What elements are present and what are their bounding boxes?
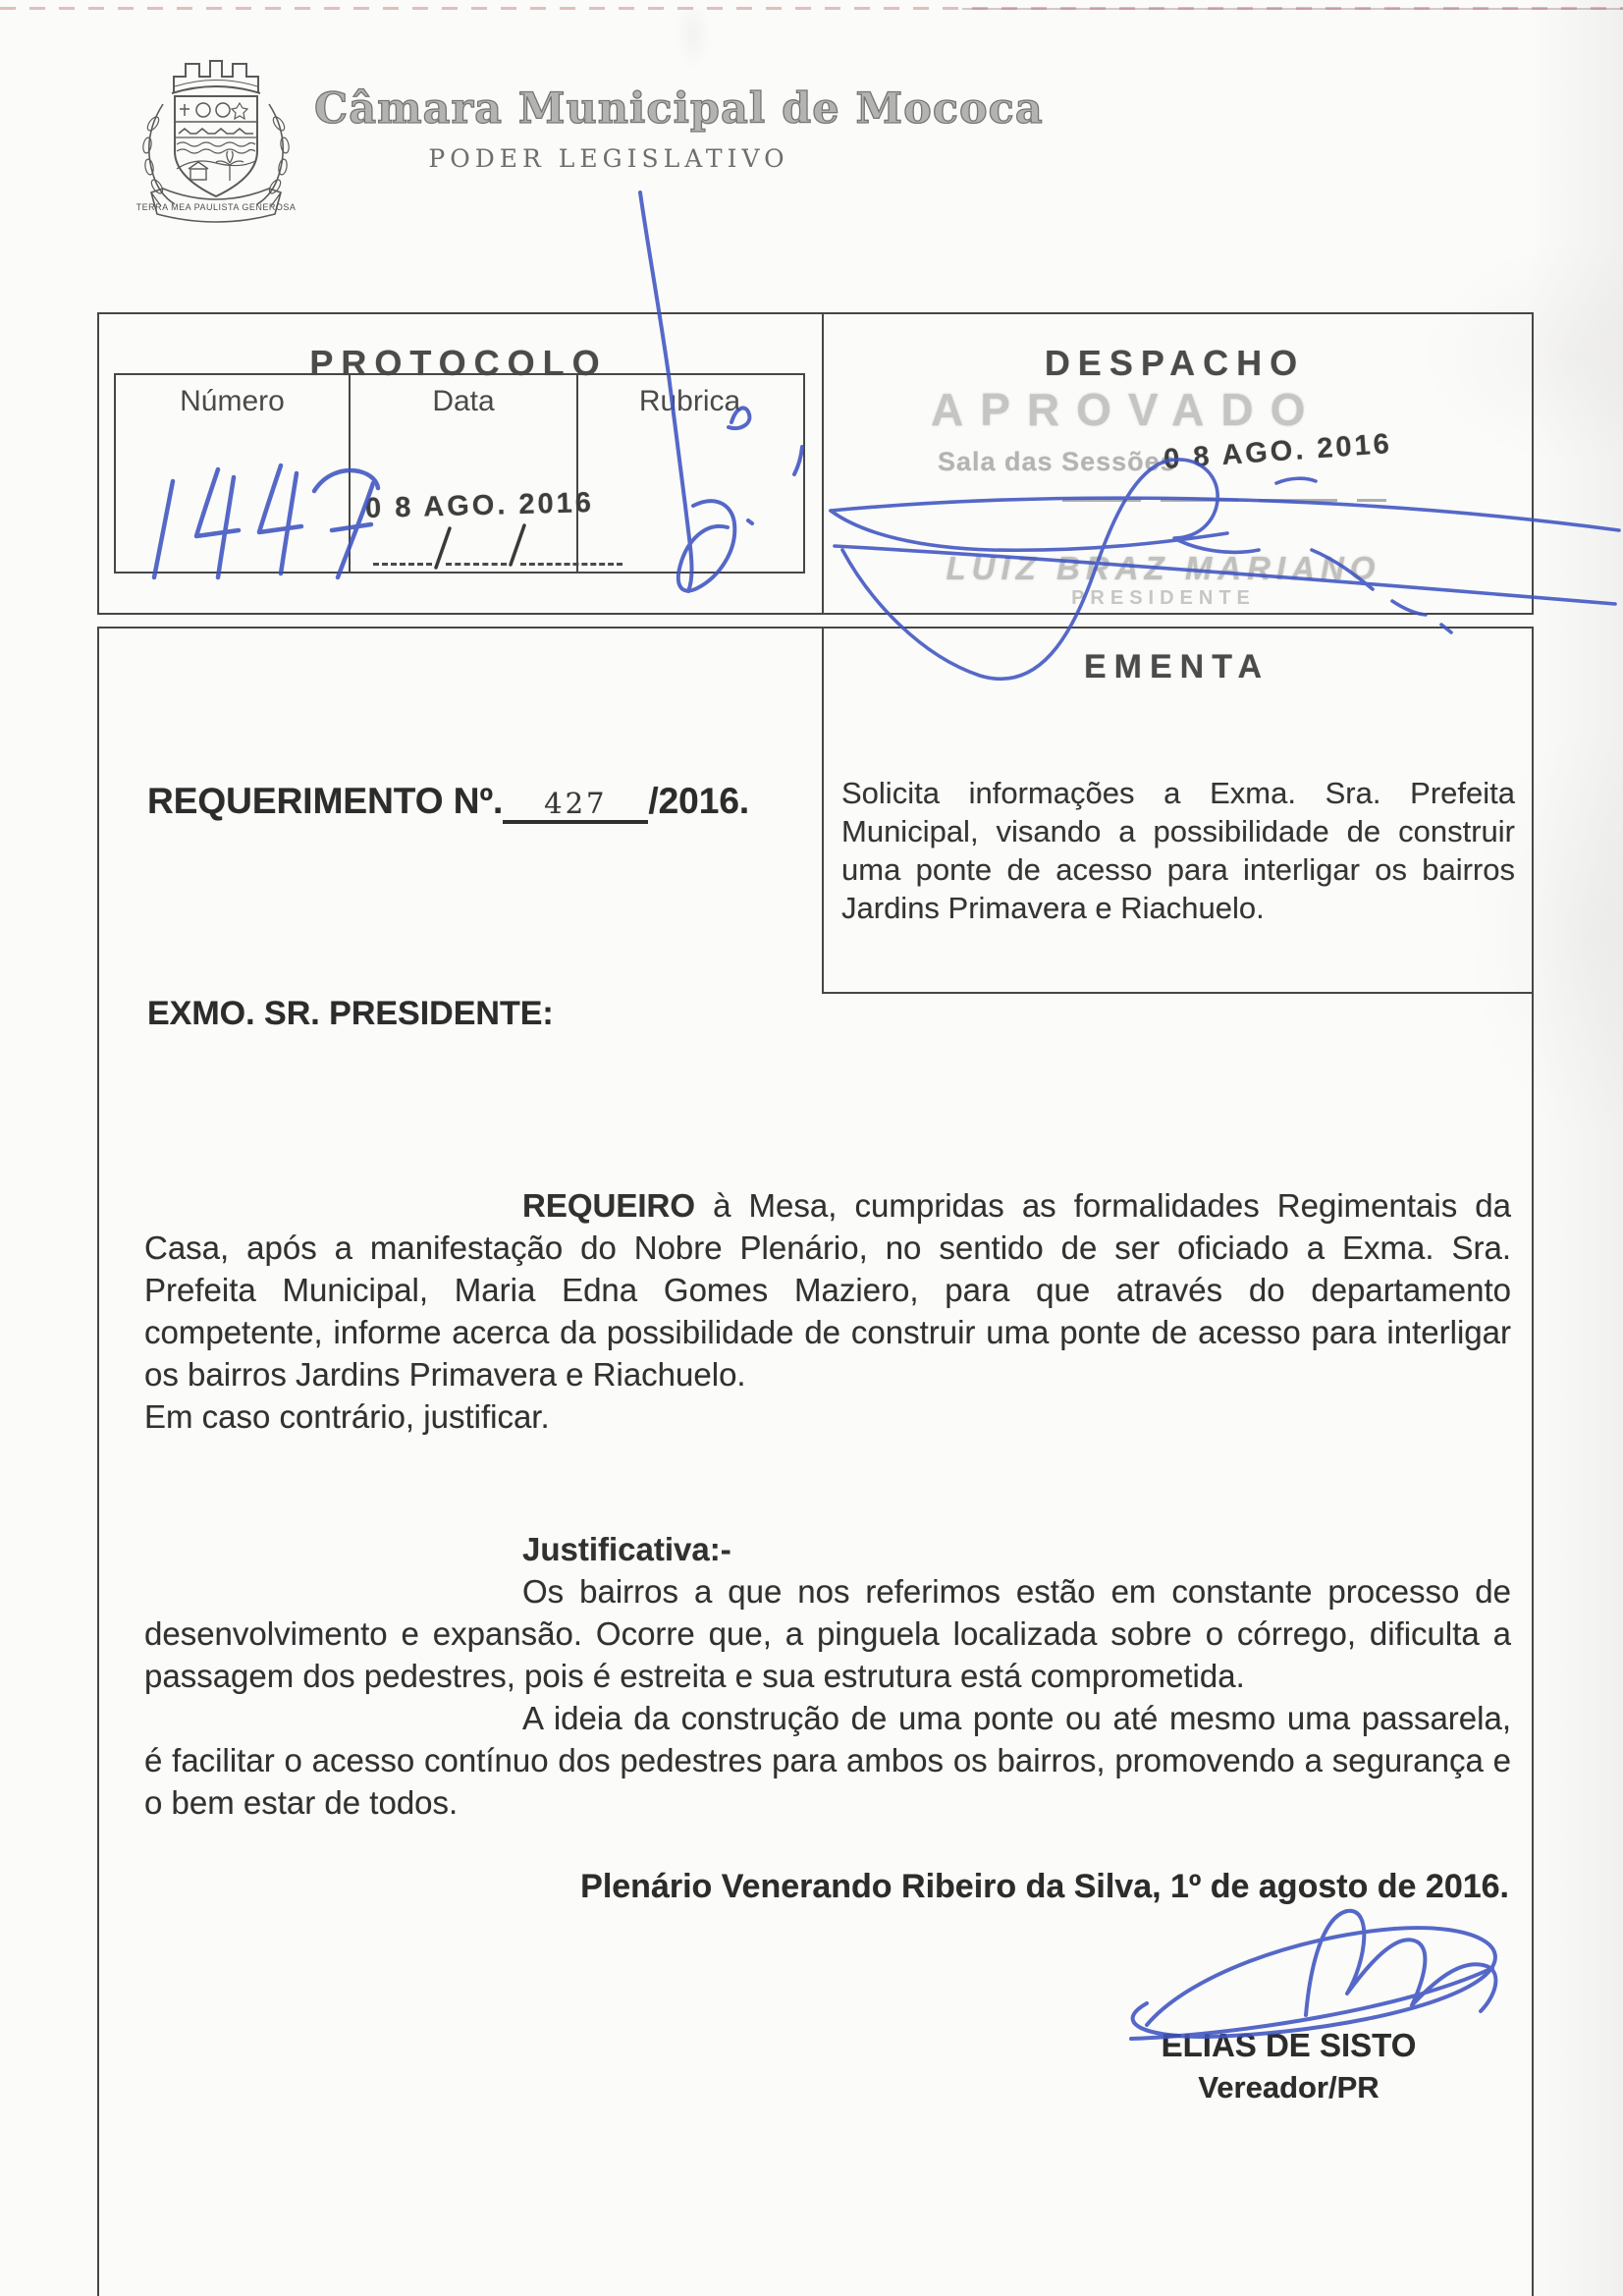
- date-underline-segment: [520, 562, 622, 566]
- request-label-prefix: REQUERIMENTO Nº.: [147, 781, 504, 821]
- protocolo-heading: PROTOCOLO: [309, 343, 608, 383]
- scan-artifact-line-right: [962, 8, 1623, 10]
- despacho-date-stamp: 0 8 AGO. 2016: [1163, 427, 1393, 476]
- addressee-line: EXMO. SR. PRESIDENTE:: [147, 995, 554, 1032]
- justification-section: [144, 1528, 1511, 1824]
- request-number-line: [147, 777, 749, 824]
- date-underline-segment: [373, 562, 432, 566]
- column-header-numero: Número: [180, 385, 285, 417]
- justification-heading: Justificativa:-: [522, 1531, 731, 1567]
- signer-name: ELIAS DE SISTO: [1161, 2027, 1417, 2063]
- column-header-rubrica: Rubrica: [576, 375, 801, 572]
- logo-motto: TERRA MEA PAULISTA GENEROSA: [135, 202, 297, 212]
- protocolo-date-stamp: 0 8 AGO. 2016: [364, 486, 595, 525]
- signer-role: Vereador/PR: [1198, 2070, 1380, 2105]
- sala-das-sessoes-label: Sala das Sessões: [938, 447, 1176, 476]
- request-paragraph-text: à Mesa, cumpridas as formalidades Regimentais da Casa, após a manifestação do Nobre Plenário, no sentido de ser oficiado a Exma. Sra. Prefeita Municipal, Maria Edna Gomes Maziero, para que através do departamento competente, informe acerca da possibilidade de construir uma ponte de acesso para interligar os bairros Jardins Primavera e Riachuelo.: [144, 1187, 1511, 1393]
- coat-of-arms-logo: [120, 47, 312, 226]
- request-paragraph: [144, 1184, 1511, 1395]
- requeiro-keyword: REQUEIRO: [522, 1187, 696, 1224]
- despacho-heading: DESPACHO: [1044, 343, 1306, 383]
- sala-dotted-line: [1062, 499, 1386, 502]
- request-number-value: 427: [503, 777, 648, 824]
- page-subtitle: PODER LEGISLATIVO: [428, 144, 789, 173]
- request-label-suffix: /2016.: [648, 781, 750, 821]
- president-title-stamp: PRESIDENTE: [1071, 587, 1256, 609]
- aprovado-stamp: APROVADO: [931, 384, 1323, 435]
- justification-paragraph-2: A ideia da construção de uma ponte ou até mesmo uma passarela, é facilitar o acesso contínuo dos pedestres para ambos os bairros, promovendo a segurança e o bem estar de todos.: [144, 1700, 1511, 1821]
- paper-crease: [676, 0, 711, 69]
- request-paragraphs: [144, 1184, 1511, 1438]
- protocolo-inner-table: [114, 373, 805, 574]
- column-header-data: Data: [349, 375, 576, 572]
- page-title: Câmara Municipal de Mococa: [314, 84, 1044, 134]
- ementa-text: Solicita informações a Exma. Sra. Prefeita Municipal, visando a possibilidade de construir uma ponte de acesso para interligar os bairros Jardins Primavera e Riachuelo.: [841, 776, 1515, 925]
- president-name-stamp: LUIZ BRAZ MARIANO: [946, 550, 1381, 586]
- otherwise-line: Em caso contrário, justificar.: [144, 1398, 550, 1435]
- justification-paragraph-1: Os bairros a que nos referimos estão em constante processo de desenvolvimento e expansão. Ocorre que, a pinguela localizada sobre o córrego, dificulta a passagem dos pedestres, pois é estreita e sua estrutura está comprometida.: [144, 1573, 1511, 1694]
- date-underline-segment: [446, 562, 507, 566]
- signature-block: [1119, 2027, 1458, 2105]
- place-and-date-line: Plenário Venerando Ribeiro da Silva, 1º de agosto de 2016.: [580, 1868, 1509, 1905]
- ementa-heading: EMENTA: [1083, 648, 1271, 685]
